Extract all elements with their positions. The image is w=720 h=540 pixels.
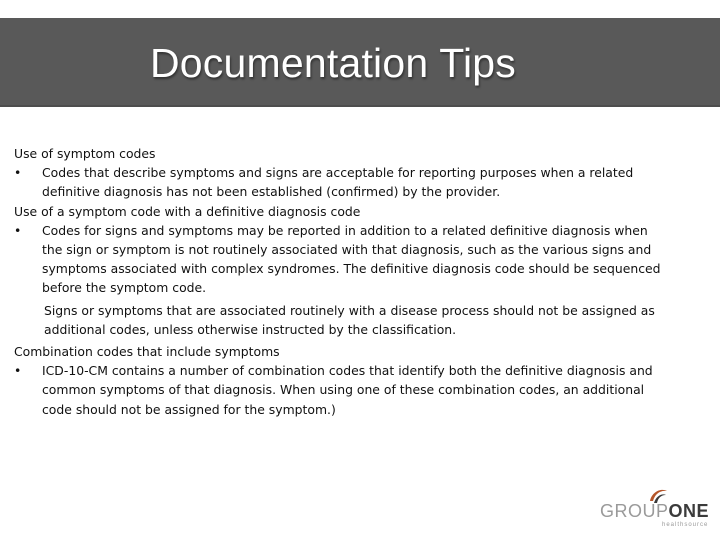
bullet-text: ICD-10-CM contains a number of combination codes that identify both the definitive diagnosis and common symptoms of that diagnosis. When using one of these combination codes, an additional code should not be assigned for the symptom.)	[42, 363, 653, 417]
section-heading: Use of symptom codes	[14, 146, 156, 161]
logo-wordmark: GROUPONE	[600, 501, 710, 521]
page-title: Documentation Tips	[150, 40, 516, 86]
slide-content	[14, 144, 664, 419]
sub-note: Signs or symptoms that are associated routinely with a disease process should not be assigned as additional codes, unless otherwise instructed by the classification.	[44, 302, 655, 337]
bullet-dot: •	[14, 222, 22, 238]
title-bar	[0, 18, 720, 107]
section-heading: Combination codes that include symptoms	[14, 344, 280, 360]
bullet-text: Codes for signs and symptoms may be reported in addition to a related definitive diagnosis when the sign or symptom is not routinely associated with that diagnosis, such as the various signs and symptoms associated with complex syndromes. The definitive diagnosis code should be sequenced before the symptom code.	[42, 222, 661, 296]
bullet-dot: •	[14, 165, 22, 181]
logo-tagline: healthsource	[662, 522, 709, 528]
groupone-logo	[600, 485, 715, 535]
bullet-item	[14, 221, 664, 298]
bullet-text: Codes that describe symptoms and signs are acceptable for reporting purposes when a related definitive diagnosis has not been established (confirmed) by the provider.	[42, 165, 634, 200]
bullet-dot: •	[14, 363, 22, 379]
bullet-item	[14, 361, 664, 419]
section-heading: Use of a symptom code with a definitive diagnosis code	[14, 203, 361, 219]
bullet-item	[14, 163, 664, 201]
